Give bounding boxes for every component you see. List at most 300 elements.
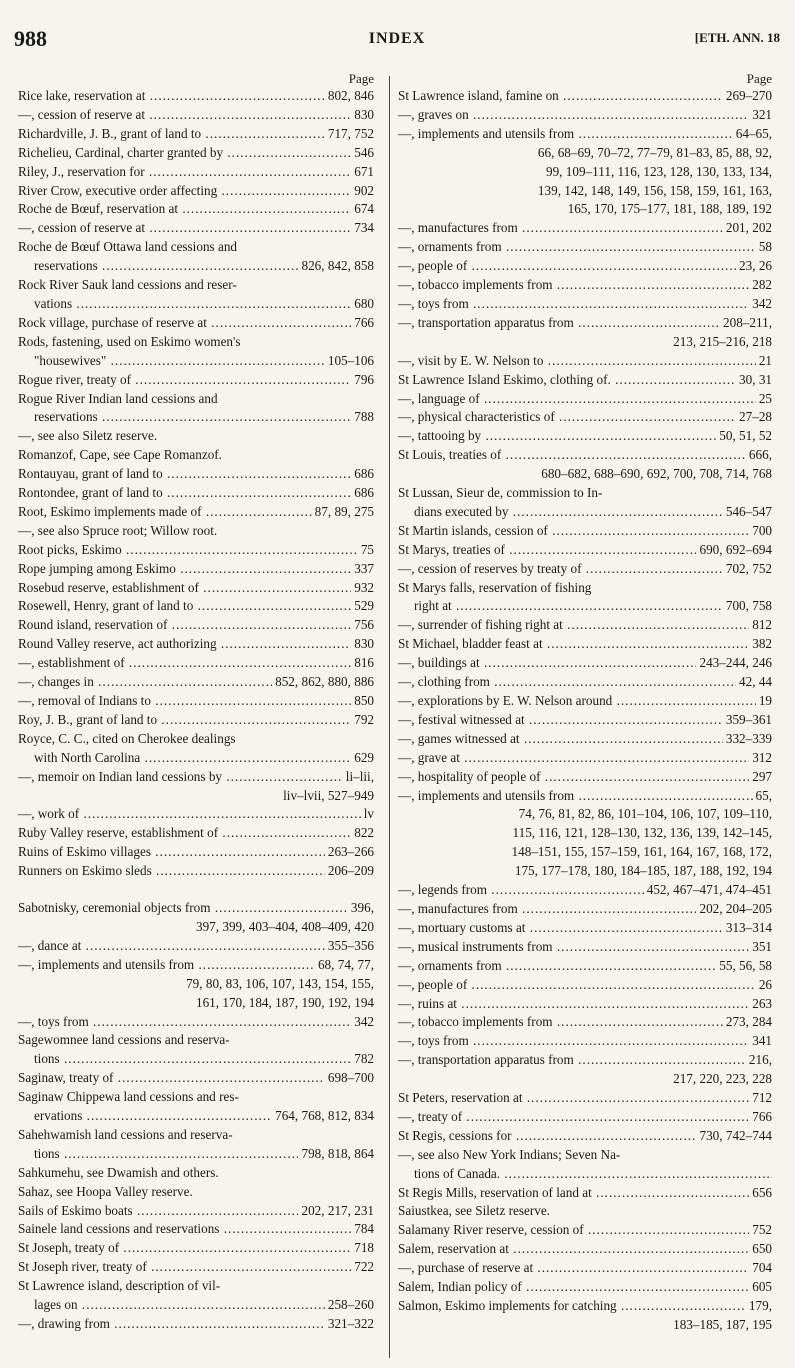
index-entry — [398, 295, 772, 314]
entry-pages: 313–314 — [723, 919, 772, 938]
entry-pages: 680 — [351, 295, 374, 314]
entry-pages: 826, 842, 858 — [298, 257, 374, 276]
entry-pages: 529 — [351, 597, 374, 616]
entry-term: —, grave at ..... — [398, 749, 772, 768]
entry-term: St Louis, treaties of ..... — [398, 446, 772, 465]
index-entry — [18, 1069, 374, 1088]
entry-term: —, see also Siletz reserve. — [18, 428, 158, 444]
entry-term: —, implements and utensils from ..... — [18, 956, 374, 975]
entry-term: Rogue river, treaty of ..... — [18, 371, 374, 390]
entry-term: —, explorations by E. W. Nelson around ..... — [398, 692, 772, 711]
index-entry — [398, 1221, 772, 1240]
entry-pages-continued: 680–682, 688–690, 692, 700, 708, 714, 768 — [541, 466, 772, 482]
entry-pages: 788 — [351, 408, 374, 427]
entry-term: —, transportation apparatus from ..... — [398, 1051, 772, 1070]
entry-pages: 25 — [756, 390, 772, 409]
entry-pages: 766 — [749, 1108, 772, 1127]
entry-pages: 650 — [749, 1240, 772, 1259]
entry-term: Rontondee, grant of land to ..... — [18, 484, 374, 503]
entry-pages: 722 — [351, 1258, 374, 1277]
running-head: [ETH. ANN. 18 — [694, 30, 780, 45]
index-entry — [18, 635, 374, 654]
entry-pages: 355–356 — [325, 937, 374, 956]
entry-term-continued: ervations ..... — [18, 1107, 374, 1126]
entry-term: Sabotnisky, ceremonial objects from ..... — [18, 899, 374, 918]
index-entry — [18, 560, 374, 579]
entry-term: —, treaty of ..... — [398, 1108, 772, 1127]
entry-term: Rock River Sauk land cessions and reser- — [18, 277, 237, 293]
entry-pages: 734 — [351, 219, 374, 238]
entry-pages: 766 — [351, 314, 374, 333]
index-entry — [398, 408, 772, 427]
index-entry — [398, 1259, 772, 1278]
entry-term-continued: "housewives" ..... — [18, 352, 374, 371]
index-entry — [18, 956, 374, 1013]
entry-term: Sails of Eskimo boats ..... — [18, 1202, 374, 1221]
entry-pages: 698–700 — [325, 1069, 374, 1088]
entry-term: —, see also New York Indians; Seven Na- — [398, 1146, 621, 1162]
entry-term-continued: with North Carolina ..... — [18, 749, 374, 768]
entry-term: —, ornaments from ..... — [398, 238, 772, 257]
entry-term: —, language of ..... — [398, 390, 772, 409]
index-entry — [18, 673, 374, 692]
index-entry — [398, 787, 772, 882]
entry-pages-continued: 99, 109–111, 116, 123, 128, 130, 133, 134, — [545, 163, 772, 179]
entry-pages: 26 — [756, 976, 772, 995]
entry-term: —, people of ..... — [398, 976, 772, 995]
entry-pages: 21 — [756, 352, 772, 371]
entry-term: Sainele land cessions and reservations ..... — [18, 1220, 374, 1239]
entry-term: St Marys, treaties of ..... — [398, 541, 772, 560]
index-entry — [18, 768, 374, 806]
entry-pages: 932 — [351, 579, 374, 598]
entry-pages: 396, — [348, 899, 374, 918]
index-entry — [398, 654, 772, 673]
entry-pages: 297 — [749, 768, 772, 787]
entry-pages: 686 — [351, 484, 374, 503]
index-entry — [398, 938, 772, 957]
entry-term: Salem, Indian policy of ..... — [398, 1278, 772, 1297]
index-entry — [18, 371, 374, 390]
index-entry — [18, 1315, 374, 1334]
index-entry — [398, 560, 772, 579]
entry-term-continued: reservations ..... — [18, 257, 374, 276]
entry-pages-continued: 115, 116, 121, 128–130, 132, 136, 139, 142–145, — [512, 825, 772, 841]
entry-term: —, physical characteristics of ..... — [398, 408, 772, 427]
index-entry — [398, 238, 772, 257]
entry-pages-continued: 217, 220, 223, 228 — [673, 1071, 772, 1087]
entry-pages: 65, — [753, 787, 772, 806]
entry-term: Ruins of Eskimo villages ..... — [18, 843, 374, 862]
entry-term: Roche de Bœuf, reservation at ..... — [18, 200, 374, 219]
entry-term: Root, Eskimo implements made of ..... — [18, 503, 374, 522]
entry-pages: 30, 31 — [736, 371, 772, 390]
index-entry — [398, 390, 772, 409]
entry-pages: 902 — [351, 182, 374, 201]
entry-term: Rods, fastening, used on Eskimo women's — [18, 333, 241, 349]
entry-pages: 359–361 — [723, 711, 772, 730]
entry-term: Rock village, purchase of reserve at ..... — [18, 314, 374, 333]
entry-term: Rosewell, Henry, grant of land to ..... — [18, 597, 374, 616]
index-entry — [398, 919, 772, 938]
entry-term: St Marys falls, reservation of fishing — [398, 579, 592, 595]
entry-term: Saginaw, treaty of ..... — [18, 1069, 374, 1088]
entry-term: Royce, C. C., cited on Cherokee dealings — [18, 730, 236, 746]
entry-term-continued: right at ..... — [398, 597, 772, 616]
entry-pages: 674 — [351, 200, 374, 219]
entry-term-continued: dians executed by ..... — [398, 503, 772, 522]
entry-pages: 64–65, — [733, 125, 772, 144]
entry-pages: 202, 204–205 — [696, 900, 772, 919]
entry-pages: 105–106 — [325, 352, 374, 371]
entry-pages: 382 — [749, 635, 772, 654]
entry-term: Saginaw Chippewa land cessions and res- — [18, 1089, 239, 1105]
entry-pages: 179, — [746, 1297, 772, 1316]
index-entry — [398, 371, 772, 390]
index-entry — [18, 333, 374, 371]
entry-term: —, buildings at ..... — [398, 654, 772, 673]
entry-pages: 321 — [749, 106, 772, 125]
entry-pages: 702, 752 — [723, 560, 772, 579]
entry-pages: 782 — [351, 1050, 374, 1069]
entry-pages: 42, 44 — [736, 673, 772, 692]
index-entry — [398, 1146, 772, 1184]
index-entry — [18, 238, 374, 276]
entry-pages: 87, 89, 275 — [312, 503, 374, 522]
index-entry — [398, 692, 772, 711]
index-entry — [398, 257, 772, 276]
index-entry — [18, 730, 374, 768]
index-entry — [18, 1220, 374, 1239]
entry-term: —, ruins at ..... — [398, 995, 772, 1014]
index-entry — [18, 1202, 374, 1221]
index-entry — [18, 1164, 374, 1183]
entry-pages-continued: 213, 215–216, 218 — [673, 333, 772, 349]
entry-term: Saiustkea, see Siletz reserve. — [398, 1203, 550, 1219]
index-entry — [18, 579, 374, 598]
index-entry — [18, 824, 374, 843]
entry-term: —, surrender of fishing right at ..... — [398, 616, 772, 635]
entry-pages-continued: 161, 170, 184, 187, 190, 192, 194 — [195, 994, 374, 1010]
index-entry — [398, 87, 772, 106]
column-divider — [389, 76, 390, 1358]
entry-term: Root picks, Eskimo ..... — [18, 541, 374, 560]
entry-pages: 690, 692–694 — [696, 541, 772, 560]
entry-term: —, implements and utensils from ..... — [398, 125, 772, 144]
entry-pages: 202, 217, 231 — [298, 1202, 374, 1221]
entry-pages: 282 — [749, 276, 772, 295]
index-entry — [398, 1297, 772, 1335]
entry-pages: 337 — [351, 560, 374, 579]
entry-term: Salmon, Eskimo implements for catching ..... — [398, 1297, 772, 1316]
entry-term: —, festival witnessed at ..... — [398, 711, 772, 730]
entry-pages-continued: 79, 80, 83, 106, 107, 143, 154, 155, — [186, 975, 374, 991]
entry-term: Riley, J., reservation for ..... — [18, 163, 374, 182]
index-entry — [18, 314, 374, 333]
entry-pages-continued: liv–lvii, 527–949 — [283, 787, 374, 803]
index-column-right — [398, 70, 772, 1335]
index-entry — [18, 1258, 374, 1277]
index-entry — [398, 1108, 772, 1127]
entry-pages: 75 — [358, 541, 374, 560]
entry-pages-continued: 183–185, 187, 195 — [673, 1316, 772, 1332]
entry-term: —, cession of reserve at ..... — [18, 219, 374, 238]
entry-pages-continued: 165, 170, 175–177, 181, 188, 189, 192 — [567, 201, 772, 217]
index-entry — [398, 616, 772, 635]
entry-term: St Lussan, Sieur de, commission to In- — [398, 485, 603, 501]
index-entry — [18, 106, 374, 125]
entry-term: —, toys from ..... — [18, 1013, 374, 1032]
index-entry — [18, 219, 374, 238]
entry-term: St Michael, bladder feast at ..... — [398, 635, 772, 654]
entry-term: Romanzof, Cape, see Cape Romanzof. — [18, 447, 222, 463]
entry-term: —, establishment of ..... — [18, 654, 374, 673]
entry-pages: 452, 467–471, 474–451 — [644, 881, 772, 900]
entry-term: —, graves on ..... — [398, 106, 772, 125]
index-entry — [398, 976, 772, 995]
entry-term-continued: vations ..... — [18, 295, 374, 314]
entry-pages: 258–260 — [325, 1296, 374, 1315]
entry-term: Sahehwamish land cessions and reserva- — [18, 1126, 233, 1142]
entry-term: Sagewomnee land cessions and reserva- — [18, 1032, 230, 1048]
entry-pages-continued: 397, 399, 403–404, 408–409, 420 — [195, 918, 374, 934]
page-title: INDEX — [368, 30, 426, 47]
entry-pages: 351 — [749, 938, 772, 957]
entry-term: Sahaz, see Hoopa Valley reserve. — [18, 1183, 193, 1199]
entry-pages: 830 — [351, 106, 374, 125]
index-entry — [18, 427, 374, 446]
index-entry — [398, 1051, 772, 1089]
index-entry — [398, 730, 772, 749]
entry-pages: 812 — [749, 616, 772, 635]
entry-pages-continued: 74, 76, 81, 82, 86, 101–104, 106, 107, 109–110, — [518, 806, 772, 822]
entry-term: Roy, J. B., grant of land to ..... — [18, 711, 374, 730]
index-entry — [18, 654, 374, 673]
entry-term: St Lawrence island, famine on ..... — [398, 87, 772, 106]
index-entry — [398, 1202, 772, 1221]
entry-term: —, hospitality of people of ..... — [398, 768, 772, 787]
index-entry — [18, 1013, 374, 1032]
entry-pages: 342 — [351, 1013, 374, 1032]
entry-pages: 341 — [749, 1032, 772, 1051]
entry-pages: 686 — [351, 465, 374, 484]
index-entry — [18, 125, 374, 144]
index-entry — [398, 900, 772, 919]
entry-pages: 822 — [351, 824, 374, 843]
index-entry — [398, 484, 772, 522]
entry-term: Salem, reservation at ..... — [398, 1240, 772, 1259]
entry-pages: li–lii, — [343, 768, 374, 787]
entry-term: —, games witnessed at ..... — [398, 730, 772, 749]
index-entry — [398, 1013, 772, 1032]
entry-term: Ruby Valley reserve, establishment of ..... — [18, 824, 374, 843]
index-entry — [398, 427, 772, 446]
entry-pages: 321–322 — [325, 1315, 374, 1334]
index-entry — [18, 541, 374, 560]
index-entry — [18, 276, 374, 314]
index-entry — [18, 522, 374, 541]
entry-term: —, visit by E. W. Nelson to ..... — [398, 352, 772, 371]
entry-term: Rogue River Indian land cessions and — [18, 390, 218, 406]
entry-term: Runners on Eskimo sleds ..... — [18, 862, 374, 881]
entry-term: —, tattooing by ..... — [398, 427, 772, 446]
entry-term: Round island, reservation of ..... — [18, 616, 374, 635]
entry-term-continued: reservations ..... — [18, 408, 374, 427]
index-entry — [18, 503, 374, 522]
entry-term: Richardville, J. B., grant of land to ..... — [18, 125, 374, 144]
index-entry — [18, 484, 374, 503]
page-number: 988 — [14, 26, 47, 51]
index-entry — [398, 957, 772, 976]
entry-term: —, drawing from ..... — [18, 1315, 374, 1334]
index-entry — [398, 1032, 772, 1051]
entry-pages: 717, 752 — [325, 125, 374, 144]
entry-pages: 712 — [749, 1089, 772, 1108]
index-entry — [18, 163, 374, 182]
index-entry — [18, 1239, 374, 1258]
entry-pages: 802, 846 — [325, 87, 374, 106]
entry-pages: 792 — [351, 711, 374, 730]
index-entry — [18, 711, 374, 730]
entry-term: St Joseph, treaty of ..... — [18, 1239, 374, 1258]
entry-pages: 19 — [756, 692, 772, 711]
entry-term: —, legends from ..... — [398, 881, 772, 900]
entry-term: —, people of ..... — [398, 257, 772, 276]
index-entry — [18, 937, 374, 956]
entry-pages: 27–28 — [736, 408, 772, 427]
entry-pages: 342 — [749, 295, 772, 314]
entry-term: River Crow, executive order affecting ..... — [18, 182, 374, 201]
index-entry — [398, 635, 772, 654]
index-entry — [18, 843, 374, 862]
entry-term-continued: tions ..... — [18, 1145, 374, 1164]
index-entry — [398, 1184, 772, 1203]
entry-term: —, memoir on Indian land cessions by ..... — [18, 768, 374, 787]
entry-term: Rontauyau, grant of land to ..... — [18, 465, 374, 484]
entry-pages: 263 — [749, 995, 772, 1014]
index-entry — [398, 768, 772, 787]
entry-term: —, changes in ..... — [18, 673, 374, 692]
index-entry — [398, 352, 772, 371]
entry-pages: 58 — [756, 238, 772, 257]
entry-term: Salamany River reserve, cession of ..... — [398, 1221, 772, 1240]
index-entry — [18, 1031, 374, 1069]
entry-pages: 796 — [351, 371, 374, 390]
entry-term: —, implements and utensils from ..... — [398, 787, 772, 806]
entry-term: —, toys from ..... — [398, 295, 772, 314]
index-entry — [398, 673, 772, 692]
entry-term-continued: tions ..... — [18, 1050, 374, 1069]
entry-term: St Lawrence Island Eskimo, clothing of. ..... — [398, 371, 772, 390]
entry-term: St Peters, reservation at ..... — [398, 1089, 772, 1108]
index-entry — [18, 1088, 374, 1126]
index-entry — [398, 749, 772, 768]
index-entry — [398, 579, 772, 617]
index-list-right — [398, 87, 772, 1335]
entry-pages: 269–270 — [723, 87, 772, 106]
entry-pages: 756 — [351, 616, 374, 635]
entry-term: —, removal of Indians to ..... — [18, 692, 374, 711]
page-header — [14, 26, 780, 56]
index-entry — [18, 182, 374, 201]
index-entry — [398, 1278, 772, 1297]
entry-pages: 332–339 — [723, 730, 772, 749]
index-entry — [398, 106, 772, 125]
index-entry — [18, 144, 374, 163]
entry-pages: 629 — [351, 749, 374, 768]
section-gap — [18, 881, 374, 899]
entry-term: St Regis, cessions for ..... — [398, 1127, 772, 1146]
entry-term: —, ornaments from ..... — [398, 957, 772, 976]
index-entry — [398, 1127, 772, 1146]
entry-term: —, work of ..... — [18, 805, 374, 824]
entry-pages: 850 — [351, 692, 374, 711]
entry-pages: 546–547 — [723, 503, 772, 522]
entry-term: St Joseph river, treaty of ..... — [18, 1258, 374, 1277]
index-entry — [18, 200, 374, 219]
entry-term: St Martin islands, cession of ..... — [398, 522, 772, 541]
entry-term: —, tobacco implements from ..... — [398, 276, 772, 295]
entry-pages: 700 — [749, 522, 772, 541]
entry-pages: 798, 818, 864 — [298, 1145, 374, 1164]
entry-term: St Lawrence island, description of vil- — [18, 1278, 221, 1294]
entry-pages: 312 — [749, 749, 772, 768]
entry-pages: 784 — [351, 1220, 374, 1239]
index-entry — [398, 125, 772, 220]
entry-pages-continued: 139, 142, 148, 149, 156, 158, 159, 161, 163, — [537, 182, 772, 198]
index-entry — [398, 711, 772, 730]
index-entry — [398, 446, 772, 484]
index-entry — [398, 522, 772, 541]
entry-pages-continued: 175, 177–178, 180, 184–185, 187, 188, 192, 194 — [514, 863, 772, 879]
page-column-label: Page — [746, 71, 772, 86]
index-entry — [18, 1183, 374, 1202]
entry-term: Rosebud reserve, establishment of ..... — [18, 579, 374, 598]
index-entry — [398, 219, 772, 238]
entry-term: —, mortuary customs at ..... — [398, 919, 772, 938]
entry-term: —, purchase of reserve at ..... — [398, 1259, 772, 1278]
entry-term: Rope jumping among Eskimo ..... — [18, 560, 374, 579]
entry-pages-continued: 148–151, 155, 157–159, 161, 164, 167, 168, 172, — [511, 844, 772, 860]
entry-term: —, tobacco implements from ..... — [398, 1013, 772, 1032]
entry-term: Richelieu, Cardinal, charter granted by ..... — [18, 144, 374, 163]
entry-term: Round Valley reserve, act authorizing ..... — [18, 635, 374, 654]
index-entry — [18, 597, 374, 616]
index-entry — [398, 881, 772, 900]
entry-term: —, cession of reserves by treaty of ..... — [398, 560, 772, 579]
entry-pages: 656 — [749, 1184, 772, 1203]
entry-pages: lv — [361, 805, 374, 824]
index-entry — [18, 805, 374, 824]
entry-term: —, manufactures from ..... — [398, 900, 772, 919]
entry-term: —, musical instruments from ..... — [398, 938, 772, 957]
entry-term: —, toys from ..... — [398, 1032, 772, 1051]
entry-pages: 68, 74, 77, — [315, 956, 374, 975]
entry-term: —, see also Spruce root; Willow root. — [18, 522, 218, 538]
entry-term: —, transportation apparatus from ..... — [398, 314, 772, 333]
entry-pages: 263–266 — [325, 843, 374, 862]
index-entry — [398, 276, 772, 295]
entry-term: —, manufactures from ..... — [398, 219, 772, 238]
index-entry — [18, 87, 374, 106]
entry-pages: 730, 742–744 — [696, 1127, 772, 1146]
entry-pages: 55, 56, 58 — [716, 957, 772, 976]
index-entry — [18, 1277, 374, 1315]
index-entry — [18, 862, 374, 881]
index-entry — [398, 314, 772, 352]
entry-pages: 546 — [351, 144, 374, 163]
entry-pages: 718 — [351, 1239, 374, 1258]
